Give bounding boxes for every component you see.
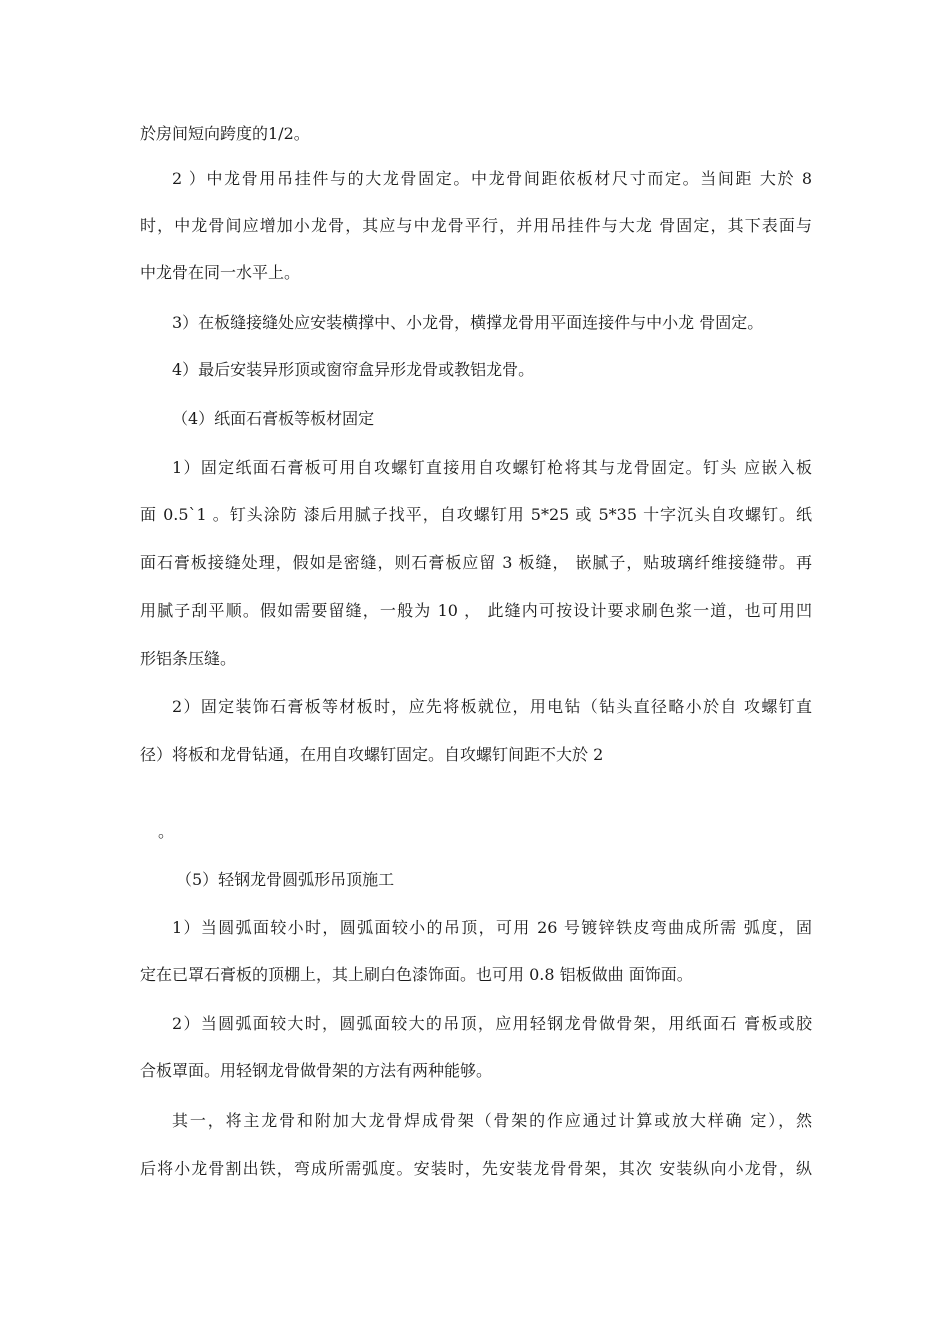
section-heading: （4）纸面石膏板等板材固定 (172, 409, 375, 428)
text-line: 面石膏板接缝处理，假如是密缝，则石膏板应留 3 板缝， 嵌腻子，贴玻璃纤维接缝带。再 (140, 553, 812, 572)
text-line: 其一，将主龙骨和附加大龙骨焊成骨架（骨架的作应通过计算或放大样确 定），然 (172, 1111, 812, 1130)
text-line: 4）最后安装异形顶或窗帘盒异形龙骨或教铝龙骨。 (172, 360, 535, 379)
text-line: 形铝条压缝。 (140, 649, 237, 668)
text-line: 时，中龙骨间应增加小龙骨，其应与中龙骨平行，并用吊挂件与大龙 骨固定，其下表面与 (140, 216, 812, 235)
text-line: 3）在板缝接缝处应安装横撑中、小龙骨，横撑龙骨用平面连接件与中小龙 骨固定。 (172, 313, 764, 332)
text-line: 用腻子刮平顺。假如需要留缝，一般为 10 ， 此缝内可按设计要求刷色浆一道，也可用凹 (140, 601, 812, 620)
text-line: 1）固定纸面石膏板可用自攻螺钉直接用自攻螺钉枪将其与龙骨固定。钉头 应嵌入板 (172, 458, 812, 477)
section-heading: （5）轻钢龙骨圆弧形吊顶施工 (176, 870, 395, 889)
text-line: 於房间短向跨度的1/2。 (140, 124, 310, 143)
text-line: 2 ）中龙骨用吊挂件与的大龙骨固定。中龙骨间距依板材尺寸而定。当间距 大於 8 (172, 169, 812, 188)
text-line: 中龙骨在同一水平上。 (140, 263, 301, 282)
text-line: 定在已罩石膏板的顶棚上，其上刷白色漆饰面。也可用 0.8 铝板做曲 面饰面。 (140, 965, 693, 984)
text-line: 后将小龙骨割出铁，弯成所需弧度。安装时，先安装龙骨骨架，其次 安装纵向小龙骨，纵 (140, 1159, 812, 1178)
text-line: 1）当圆弧面较小时，圆弧面较小的吊顶，可用 26 号镀锌铁皮弯曲成所需 弧度，固 (172, 918, 812, 937)
text-line: 合板罩面。用轻钢龙骨做骨架的方法有两种能够。 (140, 1061, 493, 1080)
text-line: 2）当圆弧面较大时，圆弧面较大的吊顶，应用轻钢龙骨做骨架，用纸面石 膏板或胶 (172, 1014, 812, 1033)
text-line: 径）将板和龙骨钻通，在用自攻螺钉固定。自攻螺钉间距不大於 2 (140, 745, 604, 764)
text-line: 。 (158, 822, 175, 841)
text-line: 2）固定装饰石膏板等材板时，应先将板就位，用电钻（钻头直径略小於自 攻螺钉直 (172, 697, 812, 716)
text-line: 面 0.5`1 。钉头涂防 漆后用腻子找平，自攻螺钉用 5*25 或 5*35 十字沉头自攻螺钉。纸 (140, 505, 812, 524)
